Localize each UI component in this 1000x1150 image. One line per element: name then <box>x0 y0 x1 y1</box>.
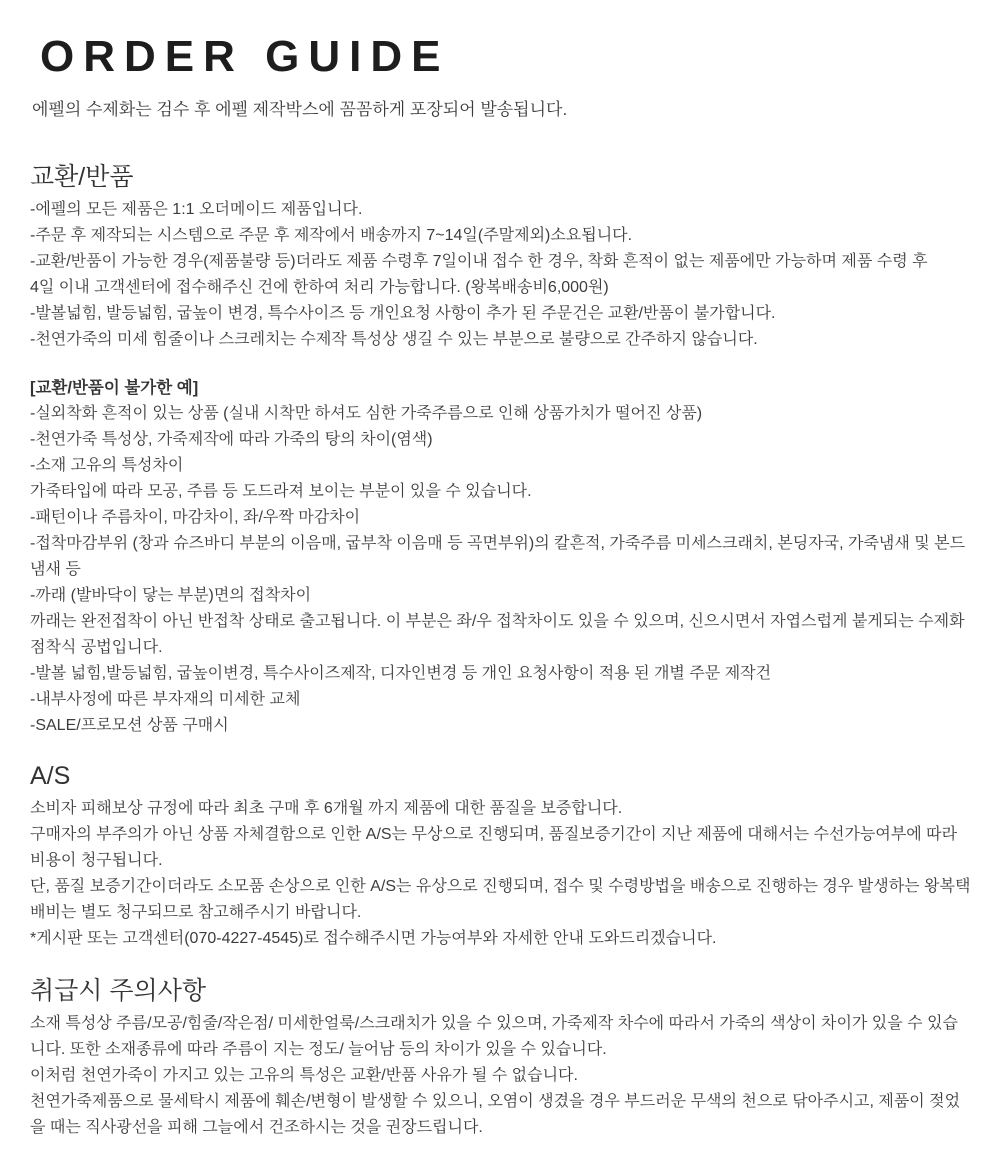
after-service-contact-line: *게시판 또는 고객센터(070-4227-4545)로 접수해주시면 가능여부와 자세한 안내 도와드리겠습니다. <box>30 930 717 948</box>
exchange-ineligible-line: 냄새 등 <box>30 561 81 579</box>
exchange-line: -주문 후 제작되는 시스템으로 주문 후 제작에서 배송까지 7~14일(주말제외)소요됩니다. <box>30 227 633 245</box>
after-service-line: 소비자 피해보상 규정에 따라 최초 구매 후 6개월 까지 제품에 대한 품질을 보증합니다. <box>30 800 623 818</box>
after-service-line: 배비는 별도 청구되므로 참고해주시기 바랍니다. <box>30 904 362 922</box>
after-service-line: 단, 품질 보증기간이더라도 소모품 손상으로 인한 A/S는 유상으로 진행되며, 접수 및 수령방법을 배송으로 진행하는 경우 발생하는 왕복택 <box>30 878 971 896</box>
after-service-heading: A/S <box>30 762 71 791</box>
care-line: 이처럼 천연가죽이 가지고 있는 고유의 특성은 교환/반품 사유가 될 수 없습니다. <box>30 1067 578 1085</box>
exchange-ineligible-subheading: [교환/반품이 불가한 예] <box>30 379 199 398</box>
exchange-ineligible-line: -내부사정에 따른 부자재의 미세한 교체 <box>30 691 301 709</box>
care-line: 을 때는 직사광선을 피해 그늘에서 건조하시는 것을 권장드립니다. <box>30 1119 483 1137</box>
care-line: 천연가죽제품으로 물세탁시 제품에 훼손/변형이 발생할 수 있으니, 오염이 생겼을 경우 부드러운 무색의 천으로 닦아주시고, 제품이 젖었 <box>30 1093 961 1111</box>
exchange-ineligible-line: -패턴이나 주름차이, 마감차이, 좌/우짝 마감차이 <box>30 509 361 527</box>
exchange-line: -에펠의 모든 제품은 1:1 오더메이드 제품입니다. <box>30 201 363 219</box>
exchange-ineligible-line: 까래는 완전접착이 아닌 반접착 상태로 출고됩니다. 이 부분은 좌/우 접착차이도 있을 수 있으며, 신으시면서 자엽스럽게 붙게되는 수제화 <box>30 613 965 631</box>
exchange-ineligible-line: -실외착화 흔적이 있는 상품 (실내 시착만 하셔도 심한 가죽주름으로 인해 상품가치가 떨어진 상품) <box>30 405 703 423</box>
page-title: ORDER GUIDE <box>40 32 450 81</box>
care-line: 소재 특성상 주름/모공/힘줄/작은점/ 미세한얼룩/스크래치가 있을 수 있으며, 가죽제작 차수에 따라서 가죽의 색상이 차이가 있을 수 있습 <box>30 1015 958 1033</box>
care-instructions-heading: 취급시 주의사항 <box>30 977 206 1006</box>
section-care-instructions <box>30 976 988 1141</box>
exchange-line: -발볼넓힘, 발등넓힘, 굽높이 변경, 특수사이즈 등 개인요청 사항이 추가 된 주문건은 교환/반품이 불가합니다. <box>30 305 776 323</box>
exchange-return-heading: 교환/반품 <box>30 163 134 192</box>
exchange-ineligible-line: 점착식 공법입니다. <box>30 639 163 657</box>
page-subtitle: 에펠의 수제화는 검수 후 에펠 제작박스에 꼼꼼하게 포장되어 발송됩니다. <box>32 100 568 120</box>
exchange-ineligible-line: -까래 (발바닥이 닿는 부분)면의 접착차이 <box>30 587 312 605</box>
exchange-ineligible-line: -발볼 넓힘,발등넓힘, 굽높이변경, 특수사이즈제작, 디자인변경 등 개인 요청사항이 적용 된 개별 주문 제작건 <box>30 665 772 683</box>
after-service-line: 비용이 청구됩니다. <box>30 852 163 870</box>
exchange-line: 4일 이내 고객센터에 접수해주신 건에 한하여 처리 가능합니다. (왕복배송비6,000원) <box>30 279 609 297</box>
exchange-ineligible-line: -SALE/프로모션 상품 구매시 <box>30 717 229 735</box>
exchange-ineligible-line: 가죽타입에 따라 모공, 주름 등 도드라져 보이는 부분이 있을 수 있습니다. <box>30 483 532 501</box>
exchange-line: -교환/반품이 가능한 경우(제품불량 등)더라도 제품 수령후 7일이내 접수 한 경우, 착화 흔적이 없는 제품에만 가능하며 제품 수령 후 <box>30 253 928 271</box>
section-exchange-return <box>30 162 988 739</box>
exchange-ineligible-line: -소재 고유의 특성차이 <box>30 457 184 475</box>
exchange-line: -천연가죽의 미세 힘줄이나 스크레치는 수제작 특성상 생길 수 있는 부분으로 불량으로 간주하지 않습니다. <box>30 331 758 349</box>
exchange-ineligible-line: -천연가죽 특성상, 가죽제작에 따라 가죽의 탕의 차이(염색) <box>30 431 433 449</box>
care-line: 니다. 또한 소재종류에 따라 주름이 지는 정도/ 늘어남 등의 차이가 있을 수 있습니다. <box>30 1041 607 1059</box>
after-service-line: 구매자의 부주의가 아닌 상품 자체결함으로 인한 A/S는 무상으로 진행되며, 품질보증기간이 지난 제품에 대해서는 수선가능여부에 따라 <box>30 826 958 844</box>
section-after-service <box>30 761 988 952</box>
exchange-ineligible-line: -접착마감부위 (창과 슈즈바디 부분의 이음매, 굽부착 이음매 등 곡면부위)의 칼흔적, 가죽주름 미세스크래치, 본딩자국, 가죽냄새 및 본드 <box>30 535 966 553</box>
